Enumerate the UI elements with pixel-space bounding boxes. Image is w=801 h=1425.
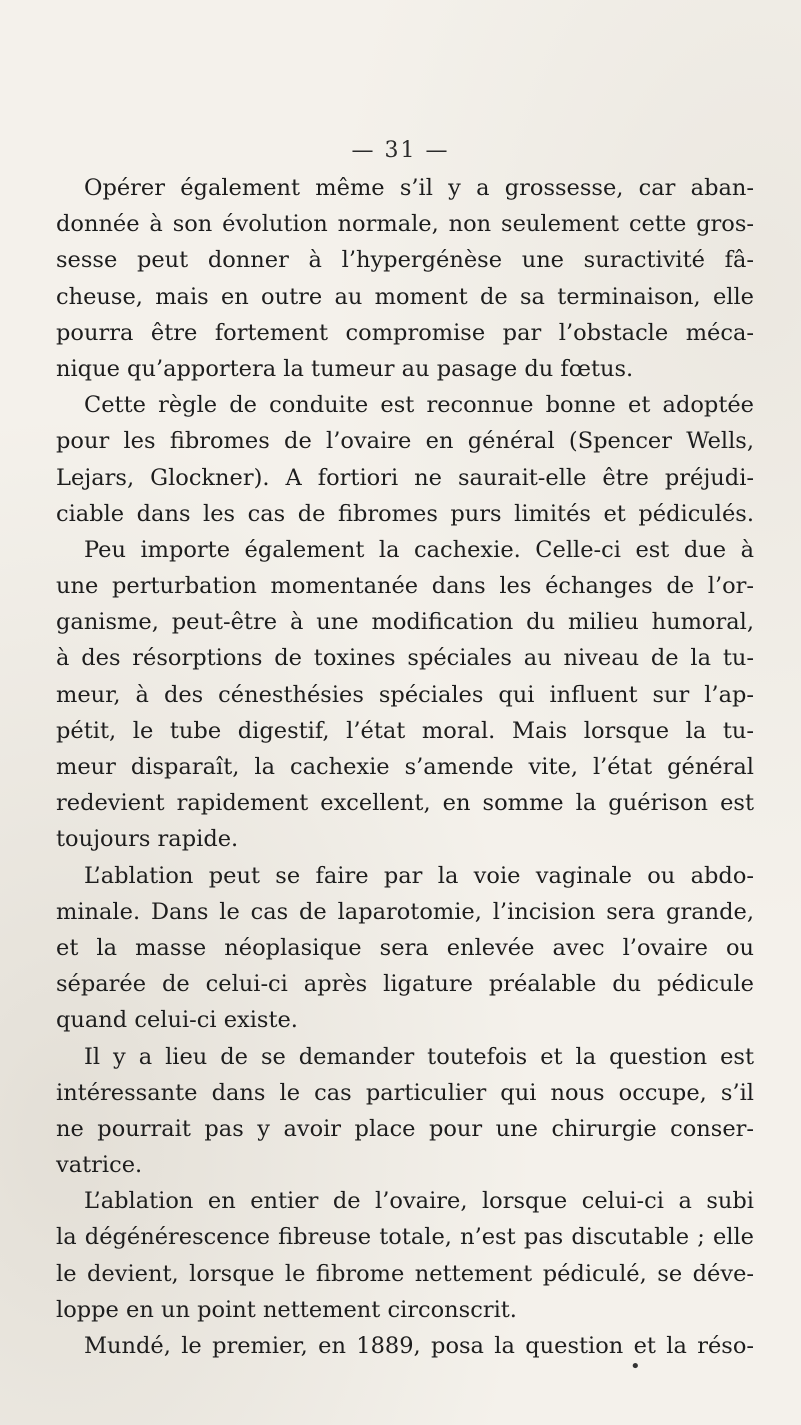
text-line: L’ablation peut se faire par la voie vaginale ou abdo- [84, 862, 754, 889]
body-text [56, 170, 754, 1364]
text-line: meur, à des cénesthésies spéciales qui influent sur l’ap- [56, 681, 754, 708]
text-line: nique qu’apportera la tumeur au pasage du fœtus. [56, 355, 634, 382]
text-line: sesse peut donner à l’hypergénèse une suractivité fâ- [56, 247, 754, 274]
stray-ink-mark: • [630, 1356, 641, 1377]
text-line: Il y a lieu de se demander toutefois et la question est [84, 1043, 754, 1070]
text-line: meur disparaît, la cachexie s’amende vite, l’état général [56, 754, 754, 780]
text-line: ne pourrait pas y avoir place pour une chirurgie conser- [56, 1115, 754, 1142]
text-line: pétit, le tube digestif, l’état moral. Mais lorsque la tu- [56, 717, 754, 744]
text-line: Opérer également même s’il y a grossesse, car aban- [84, 175, 754, 201]
text-line: une perturbation momentanée dans les échanges de l’or- [56, 573, 754, 600]
text-line: le devient, lorsque le fibrome nettement pédiculé, se déve- [56, 1260, 754, 1287]
text-line: Lejars, Glockner). A fortiori ne saurait-elle être préjudi- [56, 464, 754, 491]
text-line: donnée à son évolution normale, non seulement cette gros- [56, 211, 754, 238]
text-line: séparée de celui-ci après ligature préalable du pédicule [56, 971, 754, 998]
text-line: vatrice. [56, 1152, 143, 1179]
text-line: loppe en un point nettement circonscrit. [56, 1296, 517, 1323]
text-line: la dégénérescence fibreuse totale, n’est pas discutable ; elle [56, 1224, 754, 1251]
text-line: minale. Dans le cas de laparotomie, l’incision sera grande, [56, 898, 754, 925]
text-line: pour les fibromes de l’ovaire en général (Spencer Wells, [56, 428, 754, 455]
text-line: Mundé, le premier, en 1889, posa la question et la réso- [84, 1333, 754, 1359]
text-line: redevient rapidement excellent, en somme la guérison est [56, 790, 754, 817]
text-line: à des résorptions de toxines spéciales au niveau de la tu- [56, 645, 754, 672]
page-number: — 31 — [351, 138, 450, 163]
text-line: Cette règle de conduite est reconnue bonne et adoptée [84, 392, 754, 419]
text-line: pourra être fortement compromise par l’obstacle méca- [56, 319, 754, 346]
text-line: ganisme, peut-être à une modification du milieu humoral, [56, 609, 754, 636]
text-line: toujours rapide. [56, 826, 239, 853]
text-line: quand celui-ci existe. [56, 1007, 298, 1034]
text-line: intéressante dans le cas particulier qui nous occupe, s’il [56, 1079, 754, 1106]
text-line: cheuse, mais en outre au moment de sa terminaison, elle [56, 283, 754, 310]
text-line: ciable dans les cas de fibromes purs limités et pédiculés. [56, 500, 754, 527]
text-line: Peu importe également la cachexie. Celle-ci est due à [84, 536, 754, 563]
text-line: L’ablation en entier de l’ovaire, lorsque celui-ci a subi [84, 1188, 754, 1215]
text-line: et la masse néoplasique sera enlevée avec l’ovaire ou [56, 934, 754, 961]
